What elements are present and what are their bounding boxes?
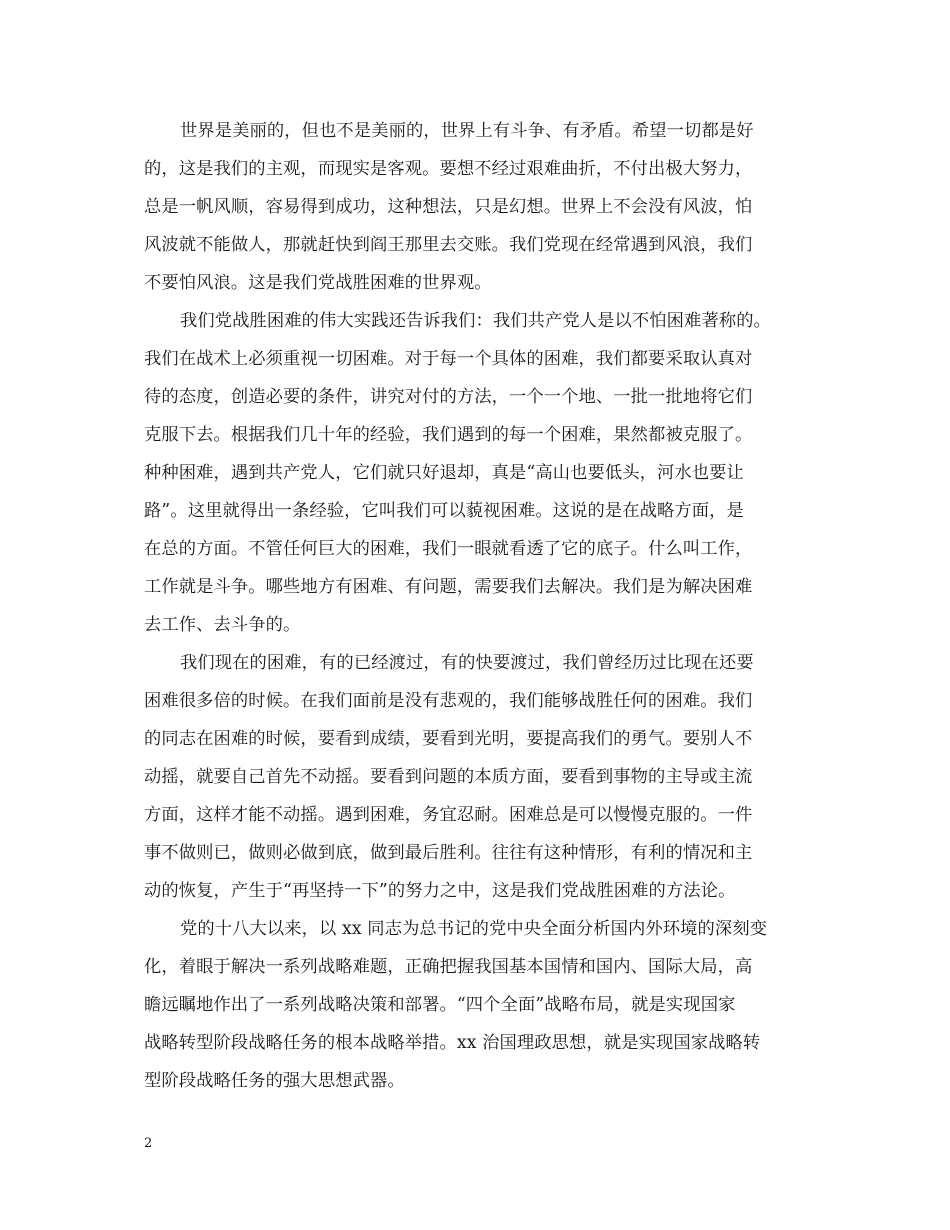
text-line: 战略转型阶段战略任务的根本战略举措。xx 治国理政思想，就是实现国家战略转 (144, 1033, 761, 1053)
paragraph-4 (144, 910, 814, 1100)
text-line: 的同志在困难的时候，要看到成绩，要看到光明，要提高我们的勇气。要别人不 (144, 729, 753, 749)
paragraph-2 (144, 302, 814, 644)
text-line: 工作就是斗争。哪些地方有困难、有问题，需要我们去解决。我们是为解决困难 (144, 577, 753, 597)
document-body (144, 112, 814, 1100)
text-line: 化，着眼于解决一系列战略难题，正确把握我国基本国情和国内、国际大局，高 (144, 957, 753, 977)
text-line: 不要怕风浪。这是我们党战胜困难的世界观。 (144, 273, 492, 293)
text-line: 去工作、去斗争的。 (144, 615, 301, 635)
text-line: 方面，这样才能不动摇。遇到困难，务宜忍耐。困难总是可以慢慢克服的。一件 (144, 805, 753, 825)
text-line: 困难很多倍的时候。在我们面前是没有悲观的，我们能够战胜任何的困难。我们 (144, 691, 753, 711)
text-line: 事不做则已，做则必做到底，做到最后胜利。往往有这种情形，有利的情况和主 (144, 843, 753, 863)
paragraph-3 (144, 644, 814, 910)
text-line: 党的十八大以来，以 xx 同志为总书记的党中央全面分析国内外环境的深刻变 (180, 919, 768, 939)
text-line: 我们党战胜困难的伟大实践还告诉我们：我们共产党人是以不怕困难著称的。 (180, 311, 771, 331)
text-line: 待的态度，创造必要的条件，讲究对付的方法，一个一个地、一批一批地将它们 (144, 387, 753, 407)
text-line: 路”。这里就得出一条经验，它叫我们可以藐视困难。这说的是在战略方面，是 (144, 501, 744, 521)
text-line: 动的恢复，产生于“再坚持一下”的努力之中，这是我们党战胜困难的方法论。 (144, 881, 736, 901)
paragraph-1 (144, 112, 814, 302)
page-number: 2 (144, 1136, 153, 1151)
text-line: 瞻远瞩地作出了一系列战略决策和部署。“四个全面”战略布局，就是实现国家 (144, 995, 736, 1015)
text-line: 在总的方面。不管任何巨大的困难，我们一眼就看透了它的底子。什么叫工作， (144, 539, 753, 559)
text-line: 世界是美丽的，但也不是美丽的，世界上有斗争、有矛盾。希望一切都是好 (180, 121, 754, 141)
text-line: 我们在战术上必须重视一切困难。对于每一个具体的困难，我们都要采取认真对 (144, 349, 753, 369)
text-line: 动摇，就要自己首先不动摇。要看到问题的本质方面，要看到事物的主导或主流 (144, 767, 753, 787)
text-line: 我们现在的困难，有的已经渡过，有的快要渡过，我们曾经历过比现在还要 (180, 653, 754, 673)
text-line: 种种困难，遇到共产党人，它们就只好退却，真是“高山也要低头，河水也要让 (144, 463, 744, 483)
text-line: 总是一帆风顺，容易得到成功，这种想法，只是幻想。世界上不会没有风波，怕 (144, 197, 753, 217)
text-line: 克服下去。根据我们几十年的经验，我们遇到的每一个困难，果然都被克服了。 (144, 425, 753, 445)
text-line: 的，这是我们的主观，而现实是客观。要想不经过艰难曲折，不付出极大努力， (144, 159, 753, 179)
text-line: 风波就不能做人，那就赶快到阎王那里去交账。我们党现在经常遇到风浪，我们 (144, 235, 753, 255)
text-line: 型阶段战略任务的强大思想武器。 (144, 1071, 405, 1091)
